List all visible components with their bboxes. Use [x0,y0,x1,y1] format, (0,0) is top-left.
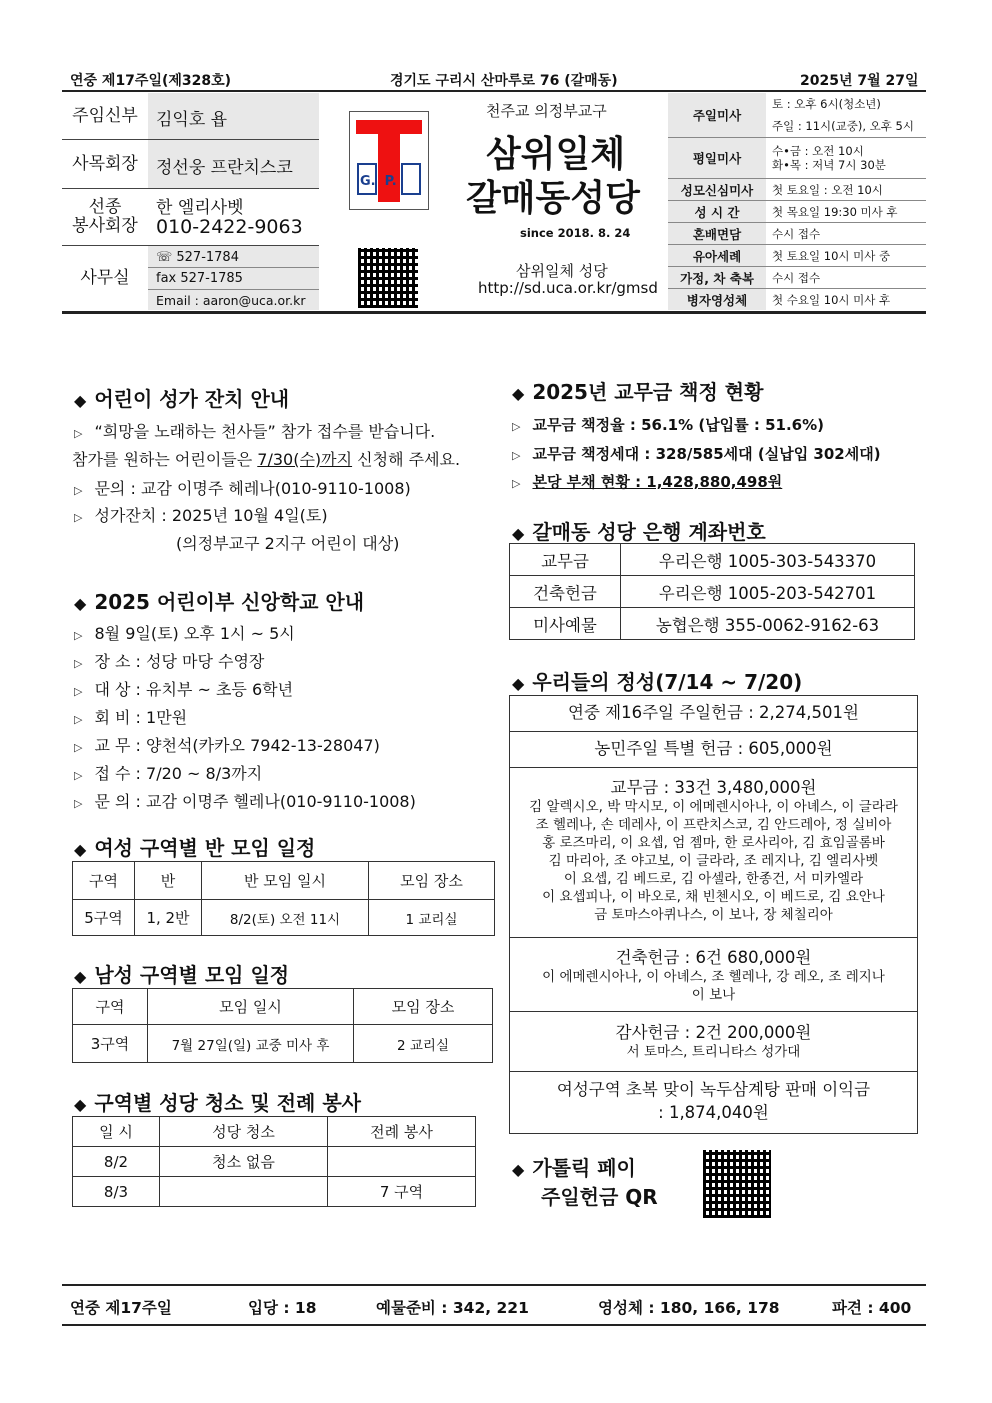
schedule-time: 첫 토요일 : 오전 10시 [772,182,883,197]
women-profit: 여성구역 초복 맞이 녹두삼계탕 판매 이익금 : 1,874,040원 [556,1080,871,1122]
office-key: 사무실 [80,267,130,288]
choir-line: 참가를 원하는 어린이들은 7/30(수)까지 신청해 주세요. [72,450,461,469]
deadline: 7/30(수)까지 [257,450,353,469]
table-cell: 3구역 [73,1025,148,1063]
staff-phone: 010-2422-9063 [156,216,303,238]
triangle-bullet-icon: ▷ [74,511,83,524]
schedule-row [668,223,926,245]
logo-letters: G. P. [360,174,397,189]
table-header: 일 시 [73,1117,160,1147]
table-row [510,576,915,608]
account-number: 우리은행 1005-203-542701 [621,576,915,608]
logo-emblem-icon [350,112,428,209]
section-title: ◆ 2025 어린이부 신앙학교 안내 [74,590,365,614]
table-header-row [73,862,495,900]
schedule-key: 가정, 차 축복 [668,267,766,288]
schedule-key: 혼배면담 [668,223,766,244]
since-date: since 2018. 8. 24 [520,226,631,240]
schedule-time: 첫 목요일 19:30 미사 후 [772,204,898,219]
donor-line: 김 마리아, 조 야고보, 이 글라라, 조 레지나, 김 엘리사벳 [548,853,879,869]
table-cell: 7월 27일(일) 교중 미사 후 [148,1025,354,1063]
schedule-row [668,93,926,138]
schedule-key: 주일미사 [668,93,766,137]
triangle-bullet-icon: ▷ [74,741,83,754]
triangle-bullet-icon: ▷ [512,477,521,490]
site-url[interactable]: http://sd.uca.or.kr/gmsd [478,279,658,297]
staff-row [62,189,319,246]
diocese-name: 천주교 의정부교구 [486,102,607,120]
donor-line: 이 요셉, 김 베드로, 김 아셀라, 한종건, 서 미카엘라 [563,871,864,887]
section-title: ◆ 남성 구역별 모임 일정 [74,963,290,987]
donor-line: 김 알렉시오, 박 막시모, 이 에메렌시아나, 이 아녜스, 이 글라라 [529,799,898,815]
building-offering [510,938,917,1012]
office-email: Email : aaron@uca.or.kr [156,293,306,308]
choir-line: ▷ “희망을 노래하는 천사들” 참가 접수를 받습니다. [74,422,436,441]
table-cell: 7 구역 [328,1177,476,1207]
schedule-row [668,289,926,310]
homepage-qr-icon[interactable] [358,248,418,308]
choir-line: ▷ 문의 : 교감 이명주 헤레나(010-9110-1008) [74,479,411,498]
school-item: ▷ 8월 9일(토) 오후 1시 ~ 5시 [74,624,295,643]
table-cell: 1 교리실 [369,900,495,936]
staff-key: 사목회장 [72,153,138,174]
section-title: ◆ 갈매동 성당 은행 계좌번호 [512,520,766,544]
account-type: 미사예물 [510,608,621,640]
footer-communion: 영성체 : 180, 166, 178 [598,1299,780,1317]
triangle-bullet-icon: ▷ [74,685,83,698]
triangle-bullet-icon: ▷ [74,769,83,782]
table-cell: 8/2(토) 오전 11시 [202,900,369,936]
schedule-time: 첫 수요일 10시 미사 후 [772,292,891,307]
table-cell: 2 교리실 [354,1025,493,1063]
donor-line: 이 에메렌시아나, 이 아녜스, 조 헬레나, 강 레오, 조 레지나 [542,969,885,985]
triangle-bullet-icon: ▷ [74,657,83,670]
table-cell: 8/3 [73,1177,160,1207]
bank-table [509,543,915,640]
church-title-line1: 삼위일체 [486,134,626,175]
donor-line: 서 토마스, 트리니타스 성가대 [626,1044,801,1060]
table-cell [328,1147,476,1177]
school-item: ▷ 교 무 : 양천석(카카오 7942-13-28047) [74,736,380,755]
table-header: 구역 [73,989,148,1025]
schedule-time: 토 : 오후 6시(청소년) [772,97,881,111]
choir-line: (의정부교구 2지구 어린이 대상) [176,534,400,553]
diamond-icon: ◆ [512,674,525,693]
table-header: 반 [135,862,202,900]
dues-offering [510,768,917,938]
sunday-offering: 연중 제16주일 주일헌금 : 2,274,501원 [510,696,917,732]
table-header: 반 모임 일시 [202,862,369,900]
schedule-row [668,267,926,289]
schedule-key: 평일미사 [668,138,766,178]
farmer-offering: 농민주일 특별 헌금 : 605,000원 [510,732,917,768]
cleaning-table [72,1116,476,1207]
schedule-key: 성 시 간 [668,201,766,222]
office-phone: ☏ 527-1784 [156,250,239,265]
diamond-icon: ◆ [74,594,87,613]
section-title: ◆ 우리들의 정성(7/14 ~ 7/20) [512,670,803,694]
staff-row [62,93,319,140]
office-fax: fax 527-1785 [156,271,243,286]
table-header: 모임 장소 [369,862,495,900]
footer-entrance: 입당 : 18 [248,1299,317,1317]
diamond-icon: ◆ [74,1095,87,1114]
table-row [73,900,495,936]
donor-line: 이 보나 [691,987,736,1003]
offerings-box [509,695,918,1134]
table-row [73,1025,493,1063]
table-header-row [73,1117,476,1147]
schedule-row [668,179,926,201]
diamond-icon: ◆ [512,524,525,543]
staff-value: 김익호 욥 [156,110,228,130]
dues-households: ▷ 교무금 책정세대 : 328/585세대 (실납입 302세대) [512,445,881,463]
section-title: ◆ 여성 구역별 반 모임 일정 [74,836,316,860]
table-row [510,608,915,640]
staff-key: 주임신부 [72,105,138,126]
table-cell: 5구역 [73,900,135,936]
table-header: 성당 청소 [160,1117,328,1147]
triangle-bullet-icon: ▷ [74,427,83,440]
women-meeting-table [72,861,495,936]
schedule-row [668,138,926,179]
account-number: 우리은행 1005-303-543370 [621,544,915,576]
schedule-time: 수시 접수 [772,226,821,241]
footer-week: 연중 제17주일 [70,1299,172,1317]
table-row [73,1147,476,1177]
dues-rate: ▷ 교무금 책정율 : 56.1% (납입률 : 51.6%) [512,416,824,434]
church-logo [349,111,429,210]
schedule-time: 주일 : 11시(교중), 오후 5시 [772,119,914,133]
top-rule [62,90,926,92]
offering-qr-icon[interactable] [703,1150,771,1218]
schedule-row [668,245,926,267]
office-row [62,246,319,310]
school-item: ▷ 문 의 : 교감 이명주 헬레나(010-9110-1008) [74,792,416,811]
staff-value: 한 엘리사벳 [156,198,244,218]
footer-offertory: 예물준비 : 342, 221 [376,1299,529,1317]
catholic-pay-subtitle: 주일헌금 QR [541,1185,658,1209]
table-row [73,1177,476,1207]
header-bottom-rule [62,311,926,314]
diamond-icon: ◆ [74,967,87,986]
table-cell: 청소 없음 [160,1147,328,1177]
triangle-bullet-icon: ▷ [512,449,521,462]
table-cell [160,1177,328,1207]
dues-offering-total: 교무금 : 33건 3,480,000원 [610,778,817,797]
issue-number: 연중 제17주일(제328호) [70,73,232,89]
church-title-line2: 갈매동성당 [466,178,640,219]
men-meeting-table [72,988,493,1063]
triangle-bullet-icon: ▷ [74,797,83,810]
staff-key: 선종 봉사회장 [72,197,138,236]
table-header: 모임 장소 [354,989,493,1025]
schedule-time: 수•금 : 오전 10시 [772,144,864,158]
schedule-time: 화•목 : 저녁 7시 30분 [772,158,886,172]
schedule-row [668,201,926,223]
diamond-icon: ◆ [74,391,87,410]
footer-top-rule [62,1284,926,1286]
church-debt: ▷ 본당 부채 현황 : 1,428,880,498원 [512,473,783,491]
account-type: 건축헌금 [510,576,621,608]
staff-value: 정선웅 프란치스코 [156,158,293,178]
table-cell: 8/2 [73,1147,160,1177]
section-title: ◆ 구역별 성당 청소 및 전례 봉사 [74,1091,361,1115]
footer-bottom-rule [62,1324,926,1326]
school-item: ▷ 대 상 : 유치부 ~ 초등 6학년 [74,680,294,699]
table-header-row [73,989,493,1025]
table-header: 모임 일시 [148,989,354,1025]
section-title: ◆ 2025년 교무금 책정 현황 [512,380,764,404]
building-offering-total: 건축헌금 : 6건 680,000원 [615,948,812,967]
table-header: 전례 봉사 [328,1117,476,1147]
schedule-key: 성모신심미사 [668,179,766,200]
catholic-pay-title: ◆ 가톨릭 페이 [512,1156,636,1180]
footer-dismissal: 파견 : 400 [832,1299,912,1317]
donor-line: 조 헬레나, 손 데레사, 이 프란치스코, 김 안드레아, 정 실비아 [535,817,892,833]
section-title: ◆ 어린이 성가 잔치 안내 [74,387,290,411]
choir-line: ▷ 성가잔치 : 2025년 10월 4일(토) [74,506,328,525]
table-cell: 1, 2반 [135,900,202,936]
donor-line: 금 토마스아퀴나스, 이 보나, 장 체칠리아 [594,907,833,923]
school-item: ▷ 접 수 : 7/20 ~ 8/3까지 [74,764,263,783]
account-number: 농협은행 355-0062-9162-63 [621,608,915,640]
staff-row [62,140,319,189]
thanks-offering-total: 감사헌금 : 2건 200,000원 [615,1023,812,1042]
school-item: ▷ 회 비 : 1만원 [74,708,188,727]
site-name: 삼위일체 성당 [516,262,608,280]
thanks-offering [510,1012,917,1072]
donor-line: 홍 로즈마리, 이 요셉, 엄 젬마, 한 로사리아, 김 효임골롬바 [542,835,885,851]
account-type: 교무금 [510,544,621,576]
table-header: 구역 [73,862,135,900]
schedule-key: 병자영성체 [668,289,766,310]
donor-line: 이 요셉피나, 이 바오로, 채 빈첸시오, 이 베드로, 김 요안나 [542,889,885,905]
triangle-bullet-icon: ▷ [74,629,83,642]
church-address: 경기도 구리시 산마루로 76 (갈매동) [390,73,618,89]
diamond-icon: ◆ [512,384,525,403]
diamond-icon: ◆ [512,1160,525,1179]
school-item: ▷ 장 소 : 성당 마당 수영장 [74,652,265,671]
issue-date: 2025년 7월 27일 [800,73,919,89]
triangle-bullet-icon: ▷ [74,484,83,497]
triangle-bullet-icon: ▷ [512,420,521,433]
triangle-bullet-icon: ▷ [74,713,83,726]
schedule-time: 첫 토요일 10시 미사 중 [772,248,891,263]
schedule-key: 유아세례 [668,245,766,266]
table-row [510,544,915,576]
schedule-time: 수시 접수 [772,270,821,285]
diamond-icon: ◆ [74,840,87,859]
